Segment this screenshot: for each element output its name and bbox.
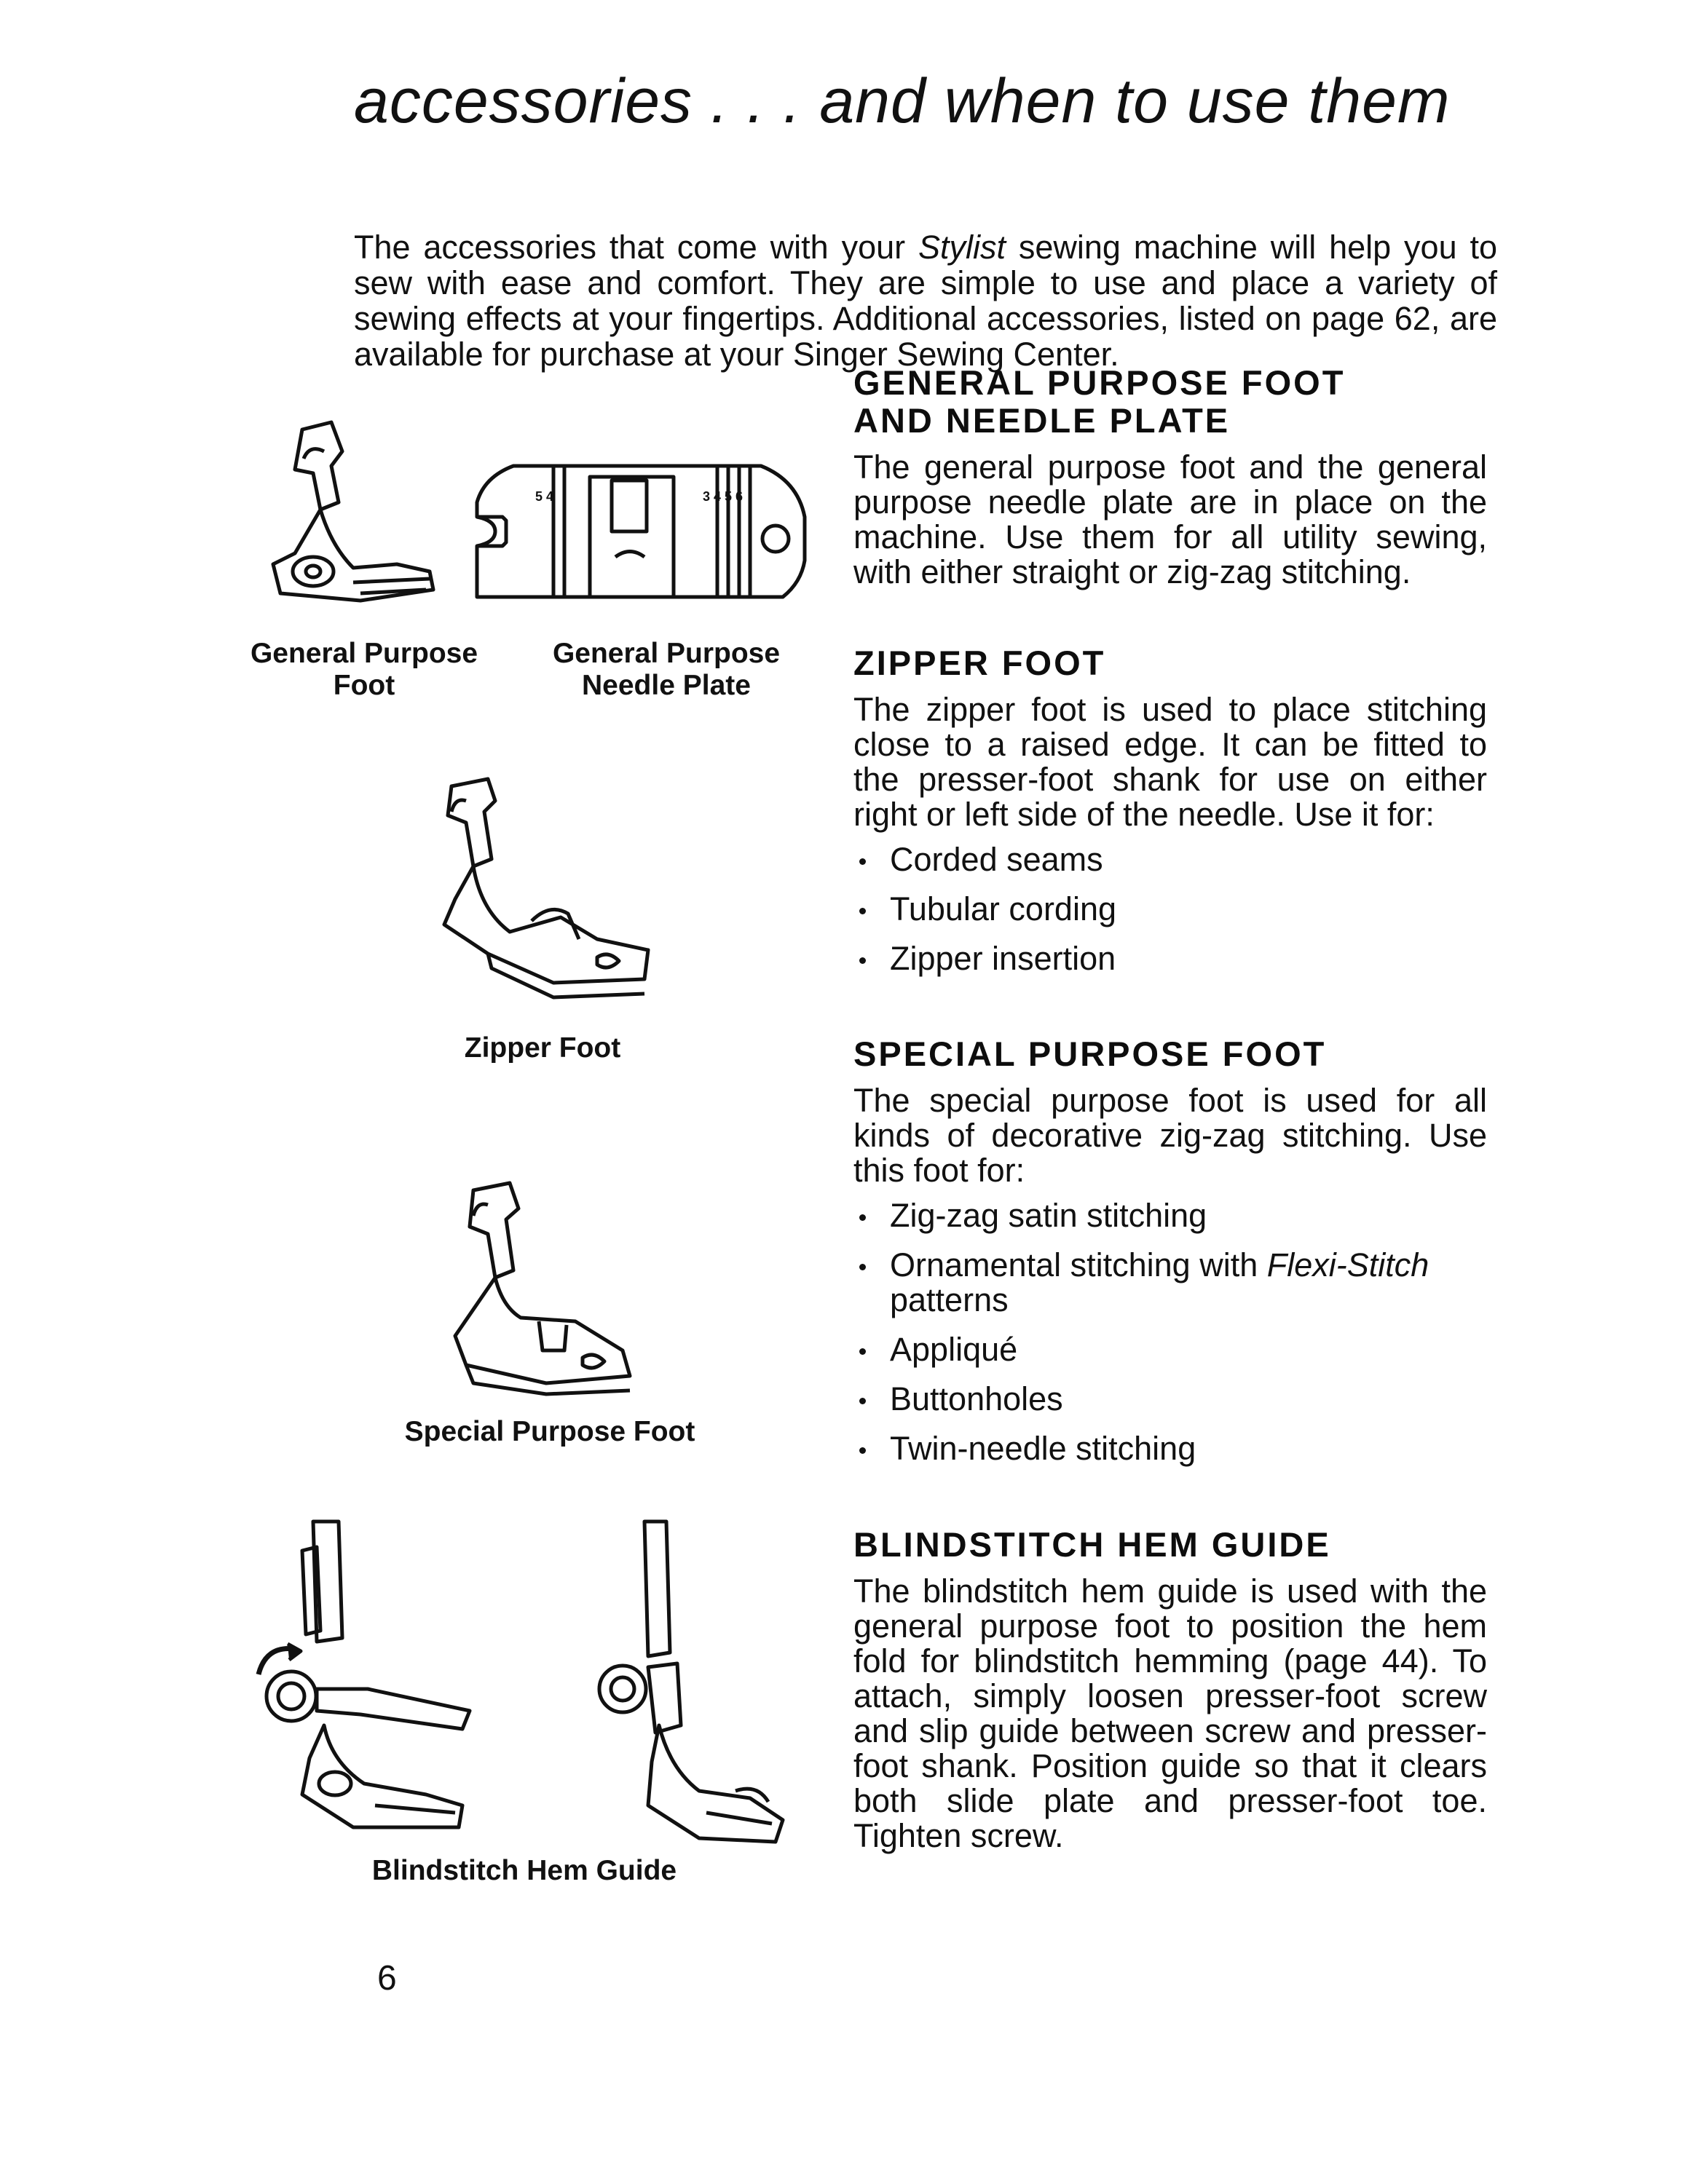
flexi-stitch-name: Flexi-Stitch [1266, 1246, 1429, 1283]
list-item [853, 1248, 1487, 1318]
zipper-foot-illustration [422, 772, 670, 1012]
caption-line: General Purpose [250, 638, 478, 669]
body-zipper-foot: The zipper foot is used to place stitching close to a raised edge. It can be fitted to the presser-foot shank for use on either right or left side of the needle. Use it for: [853, 691, 1487, 833]
list-item: Zig-zag satin stitching [853, 1198, 1487, 1233]
bullet-text: Ornamental stitching with [890, 1246, 1267, 1283]
caption-line: General Purpose [552, 638, 781, 669]
list-item: Appliqué [853, 1332, 1487, 1367]
page-number: 6 [377, 1959, 397, 1998]
blindstitch-guide-illustration-left [244, 1507, 506, 1849]
list-item: Buttonholes [853, 1382, 1487, 1417]
caption-zipper-foot: Zipper Foot [464, 1032, 621, 1064]
caption-special-purpose-foot: Special Purpose Foot [404, 1416, 695, 1447]
special-uses-list [853, 1198, 1487, 1466]
blindstitch-guide-illustration-right [590, 1507, 801, 1856]
caption-line: Foot [333, 670, 395, 701]
intro-text-end: sewing machine will help you to sew with ease and comfort. They are simple to use and place a variety of sewing effects at your fingertips. Additional accessories, listed on page 62, are available for purchase at your Singer Sewing Center. [354, 229, 1497, 373]
intro-text-start: The accessories that come with your [354, 229, 918, 266]
caption-blindstitch-guide: Blindstitch Hem Guide [371, 1855, 677, 1886]
plate-marking-right: 3 4 5 6 [703, 489, 744, 504]
bullet-text: patterns [890, 1281, 1009, 1318]
section-zipper-foot [853, 644, 1487, 991]
list-item: Zipper insertion [853, 941, 1487, 976]
section-blindstitch [853, 1526, 1487, 1853]
list-item: Twin-needle stitching [853, 1431, 1487, 1466]
heading-general-purpose [853, 364, 1487, 440]
caption-general-purpose-foot [218, 638, 510, 702]
needle-plate-illustration [462, 451, 816, 608]
zipper-uses-list [853, 842, 1487, 976]
caption-needle-plate [521, 638, 812, 702]
heading-blindstitch: BLINDSTITCH HEM GUIDE [853, 1525, 1331, 1564]
heading-general-line1: GENERAL PURPOSE FOOT [853, 363, 1346, 402]
list-item: Corded seams [853, 842, 1487, 877]
body-general-purpose: The general purpose foot and the general purpose needle plate are in place on the machine. Use them for all utility sewing, with either straight or zig-zag stitching. [853, 448, 1487, 590]
brand-name: Stylist [918, 229, 1006, 266]
plate-marking-left: 5 4 [535, 489, 554, 504]
section-special-purpose [853, 1035, 1487, 1481]
page-title: accessories . . . and when to use them [354, 66, 1451, 136]
body-special-purpose: The special purpose foot is used for all kinds of decorative zig-zag stitching. Use this foot for: [853, 1082, 1487, 1189]
list-item: Tubular cording [853, 892, 1487, 927]
caption-line: Needle Plate [582, 670, 751, 701]
special-purpose-foot-illustration [437, 1176, 655, 1409]
heading-special-purpose: SPECIAL PURPOSE FOOT [853, 1034, 1327, 1073]
intro-paragraph [354, 229, 1497, 372]
heading-general-line2: AND NEEDLE PLATE [853, 401, 1231, 440]
heading-zipper-foot: ZIPPER FOOT [853, 644, 1106, 682]
section-general-purpose [853, 364, 1487, 590]
general-purpose-foot-illustration [251, 408, 455, 626]
body-blindstitch: The blindstitch hem guide is used with the general purpose foot to position the hem fold for blindstitch hemming (page 44). To attach, simply loosen presser-foot screw and slip guide between screw and presser-foot shank. Position guide so that it clears both slide plate and presser-foot toe. Tighten screw. [853, 1572, 1487, 1854]
